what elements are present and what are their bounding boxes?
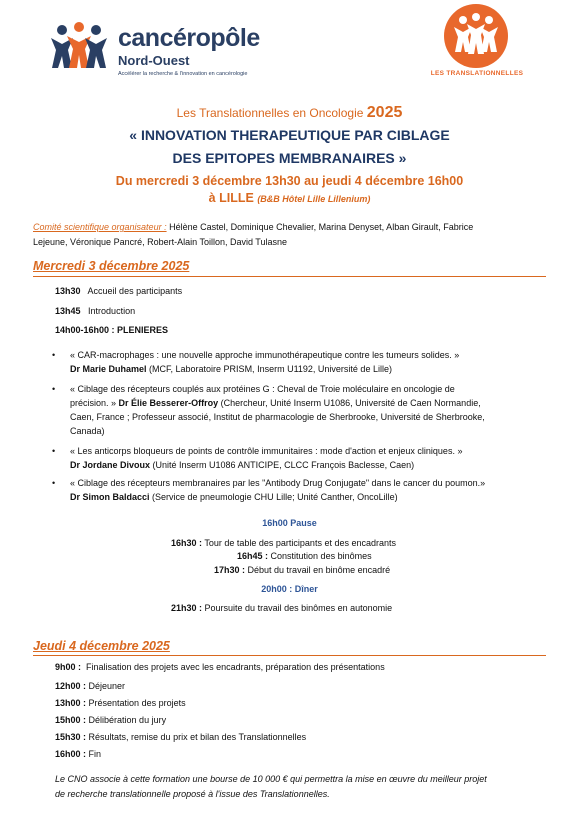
event-year: 2025 xyxy=(366,104,403,121)
canceropole-logo xyxy=(48,14,288,84)
pause-label: 16h00 Pause xyxy=(262,518,317,528)
talk-item: « Les anticorps bloqueurs de points de contrôle immunitaires : mode d'action et enjeux cliniques. » Dr Jordane Divoux (Unité Inserm U1086 ANTICIPE, CLCC François Baclesse, Caen) xyxy=(70,446,463,470)
bullet-icon: • xyxy=(52,446,56,456)
schedule-item: 13h00 : Présentation des projets xyxy=(55,698,186,708)
talk-item: « Ciblage des récepteurs membranaires par les "Antibody Drug Conjugate" dans le cancer du poumon.» Dr Simon Baldacci (Service de pneumologie CHU Lille; Unité Canther, OncoLille) xyxy=(70,478,486,502)
day1-heading: Mercredi 3 décembre 2025 xyxy=(33,259,190,273)
brand-subtitle: Nord-Ouest xyxy=(118,53,190,68)
event-series: Les Translationnelles en Oncologie 2025 xyxy=(176,104,403,121)
bullet-icon: • xyxy=(52,478,56,488)
schedule-item: 17h30 : Début du travail en binôme encadré xyxy=(214,565,391,575)
comite-label: Comité scientifique organisateur : xyxy=(33,222,167,232)
translationnelles-logo xyxy=(412,4,542,84)
speaker-name: Dr Simon Baldacci xyxy=(70,492,150,502)
translationnelles-badge-icon xyxy=(443,4,509,68)
speaker-name: Dr Élie Besserer-Offroy xyxy=(118,398,219,408)
event-title-line1: « INNOVATION THERAPEUTIQUE PAR CIBLAGE xyxy=(129,127,450,143)
schedule-item: 12h00 : Déjeuner xyxy=(55,681,126,691)
schedule-item: 15h00 : Délibération du jury xyxy=(55,715,167,725)
speaker-name: Dr Marie Duhamel xyxy=(70,364,147,374)
translationnelles-label: LES TRANSLATIONNELLES xyxy=(430,70,524,77)
day1-divider xyxy=(33,276,546,277)
schedule-item: 21h30 : Poursuite du travail des binômes en autonomie xyxy=(171,603,393,613)
speaker-name: Dr Jordane Divoux xyxy=(70,460,151,470)
funding-note: Le CNO associe à cette formation une bourse de 10 000 € qui permettra la mise en œuvre du meilleur projet de recherche translationnelle proposé à l'issue des Translationnelles. xyxy=(55,774,487,799)
schedule-item: 16h30 : Tour de table des participants et des encadrants xyxy=(171,538,396,548)
brand-name: cancéropôle xyxy=(118,24,260,52)
bullet-icon: • xyxy=(52,384,56,394)
schedule-item: 13h30 Accueil des participants xyxy=(55,286,183,296)
event-dates: Du mercredi 3 décembre 13h30 au jeudi 4 décembre 16h00 xyxy=(115,174,464,188)
event-venue: (B&B Hôtel Lille Lillenium) xyxy=(257,194,371,204)
schedule-item: 15h30 : Résultats, remise du prix et bilan des Translationnelles xyxy=(55,732,307,742)
event-place: à LILLE (B&B Hôtel Lille Lillenium) xyxy=(208,191,371,205)
talk-item: « CAR-macrophages : une nouvelle approche immunothérapeutique contre les tumeurs solides. » Dr Marie Duhamel (MCF, Laboratoire PRISM, Inserm U1192, Université de Lille) xyxy=(70,350,460,374)
schedule-item: 16h45 : Constitution des binômes xyxy=(237,551,372,561)
schedule-item: 14h00-16h00 : PLENIERES xyxy=(55,325,169,335)
bullet-icon: • xyxy=(52,350,56,360)
schedule-item: 9h00 : Finalisation des projets avec les encadrants, préparation des présentations xyxy=(55,662,385,672)
people-icon xyxy=(48,22,110,72)
brand-tagline: Accélérer la recherche & l'innovation en cancérologie xyxy=(118,71,248,77)
event-title-line2: DES EPITOPES MEMBRANAIRES » xyxy=(172,150,407,166)
day2-divider xyxy=(33,655,546,656)
comite xyxy=(33,220,543,250)
schedule-item: 13h45 Introduction xyxy=(55,306,136,316)
schedule-item: 16h00 : Fin xyxy=(55,749,102,759)
day2-heading: Jeudi 4 décembre 2025 xyxy=(33,639,170,653)
dinner-label: 20h00 : Dîner xyxy=(261,584,318,594)
comite-members-2: Lejeune, Véronique Pancré, Robert-Alain Toillon, David Tulasne xyxy=(33,237,287,247)
talk-item: « Ciblage des récepteurs couplés aux protéines G : Cheval de Troie moléculaire en oncologie de précision. » Dr Élie Besserer-Offroy (Chercheur, Unité Inserm U1086, Université de Caen Normandie, Caen, France ; Professeur associé, Institut de pharmacologie de Sherbrooke, Université de Sherbrooke, Canada) xyxy=(70,384,485,436)
comite-members-1: Hélène Castel, Dominique Chevalier, Marina Denyset, Alban Girault, Fabrice xyxy=(166,222,474,232)
